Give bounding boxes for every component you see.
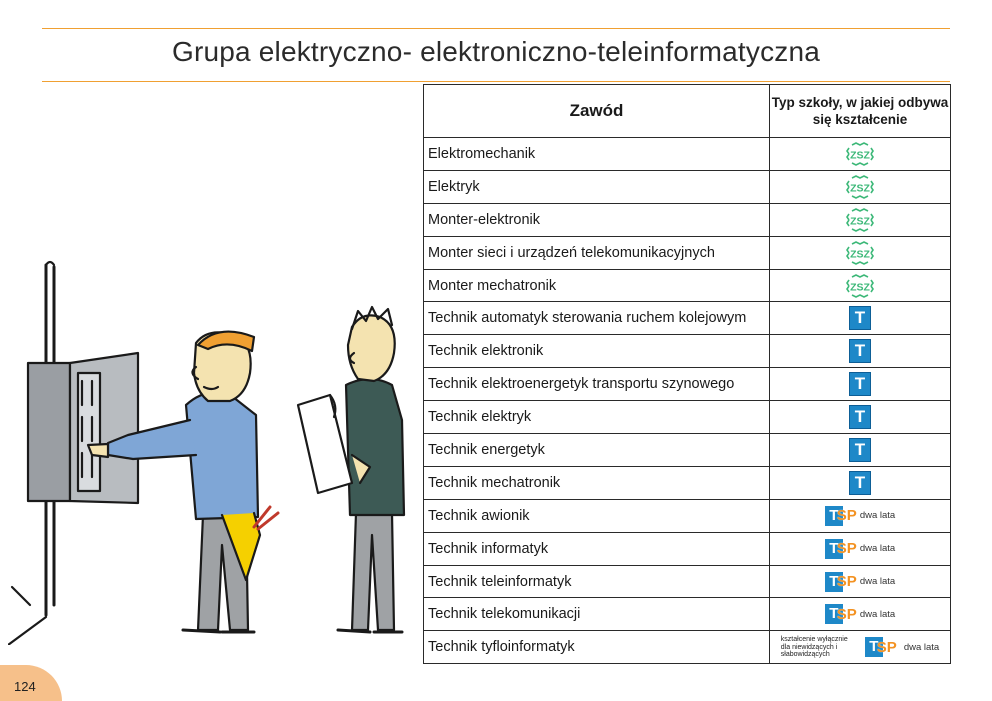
occupation-cell: Technik energetyk: [424, 434, 770, 467]
zsz-label: ZSZ: [850, 248, 870, 261]
occupation-cell: Technik telekomunikacji: [424, 598, 770, 631]
technikum-badge-icon: T: [849, 438, 871, 462]
occupation-cell: Technik informatyk: [424, 532, 770, 565]
tsp-badge-t: T: [825, 506, 843, 526]
occupation-cell: Technik automatyk sterowania ruchem kolejowym: [424, 302, 770, 335]
column-header-occupation: Zawód: [424, 85, 770, 138]
zsz-label: ZSZ: [850, 182, 870, 195]
duration-label: dwa lata: [859, 510, 896, 522]
zsz-label: ZSZ: [850, 215, 870, 228]
zsz-gear-icon: [846, 208, 874, 232]
school-type-cell: [770, 368, 951, 401]
occupation-cell: Technik teleinformatyk: [424, 565, 770, 598]
occupations-table: [423, 84, 951, 664]
school-type-note: kształcenie wyłącznie dla niewidzących i słabowidzących: [780, 636, 848, 659]
school-type-cell: [770, 138, 951, 171]
duration-label: dwa lata: [859, 543, 896, 555]
duration-label: dwa lata: [859, 576, 896, 588]
school-type-cell: [770, 434, 951, 467]
tsp-badge-t: T: [825, 572, 843, 592]
technikum-badge-icon: T: [849, 405, 871, 429]
zsz-gear-icon: [846, 274, 874, 298]
page-title: Grupa elektryczno- elektroniczno-teleinformatyczna: [171, 36, 821, 67]
table-header-row: [424, 85, 951, 138]
column-header-school-type: Typ szkoły, w jakiej odbywa się kształcenie: [770, 85, 951, 138]
zsz-label: ZSZ: [850, 281, 870, 293]
occupation-cell: Elektryk: [424, 170, 770, 203]
duration-label: dwa lata: [903, 641, 940, 653]
tsp-badge-sp: SP: [876, 638, 897, 656]
occupation-cell: Technik mechatronik: [424, 466, 770, 499]
school-type-cell: [770, 598, 951, 631]
school-type-cell: [770, 203, 951, 236]
technikum-badge-icon: T: [849, 339, 871, 363]
school-type-cell: [770, 269, 951, 302]
occupation-cell: Monter-elektronik: [424, 203, 770, 236]
zsz-label: ZSZ: [850, 149, 870, 162]
table-row: [424, 598, 951, 631]
school-type-cell: [770, 236, 951, 269]
occupation-cell: Elektromechanik: [424, 138, 770, 171]
table-row: [424, 466, 951, 499]
occupation-cell: Technik awionik: [424, 499, 770, 532]
technikum-badge-icon: T: [849, 471, 871, 495]
tsp-badge-icon: [865, 637, 939, 657]
occupation-cell: Technik elektryk: [424, 401, 770, 434]
table-row: [424, 401, 951, 434]
occupation-cell: Technik elektroenergetyk transportu szynowego: [424, 368, 770, 401]
school-type-cell: [770, 565, 951, 598]
tsp-badge-icon: [825, 539, 895, 559]
table-row: [424, 302, 951, 335]
occupation-cell: Technik tyfloinformatyk: [424, 631, 770, 664]
table-row: [424, 269, 951, 302]
school-type-cell: [770, 466, 951, 499]
tsp-badge-t: T: [865, 637, 883, 657]
zsz-gear-icon: [846, 175, 874, 199]
table-row: [424, 368, 951, 401]
school-type-cell: [770, 302, 951, 335]
page-number: 124: [14, 679, 36, 694]
zsz-gear-icon: [846, 241, 874, 265]
duration-label: dwa lata: [859, 608, 896, 620]
title-underline: [42, 81, 950, 82]
tsp-badge-t: T: [825, 539, 843, 559]
table-row: [424, 631, 951, 664]
table-row: [424, 499, 951, 532]
table-row: [424, 434, 951, 467]
occupation-cell: Technik elektronik: [424, 335, 770, 368]
tsp-badge-t: T: [825, 604, 843, 624]
illustration-electricians: [8, 245, 418, 645]
table-row: [424, 236, 951, 269]
school-type-cell: [770, 170, 951, 203]
table-row: [424, 203, 951, 236]
school-type-cell: [770, 499, 951, 532]
school-type-cell: [770, 335, 951, 368]
technikum-badge-icon: T: [849, 306, 871, 330]
table-row: [424, 138, 951, 171]
zsz-gear-icon: [846, 142, 874, 166]
technikum-badge-icon: T: [849, 372, 871, 396]
occupation-cell: Monter sieci i urządzeń telekomunikacyjnych: [424, 236, 770, 269]
occupation-cell: Monter mechatronik: [424, 269, 770, 302]
tsp-badge-sp: SP: [836, 605, 857, 623]
tsp-badge-sp: SP: [836, 573, 857, 591]
table-row: [424, 532, 951, 565]
top-rule: [42, 28, 950, 29]
table-row: [424, 170, 951, 203]
tsp-badge-sp: SP: [836, 507, 857, 525]
school-type-cell: [770, 401, 951, 434]
tsp-badge-icon: [825, 572, 895, 592]
tsp-badge-sp: SP: [836, 540, 857, 558]
school-type-cell: [770, 532, 951, 565]
tsp-badge-icon: [825, 604, 895, 624]
table-row: [424, 565, 951, 598]
school-type-cell: [770, 631, 951, 664]
table-row: [424, 335, 951, 368]
tsp-badge-icon: [825, 506, 895, 526]
